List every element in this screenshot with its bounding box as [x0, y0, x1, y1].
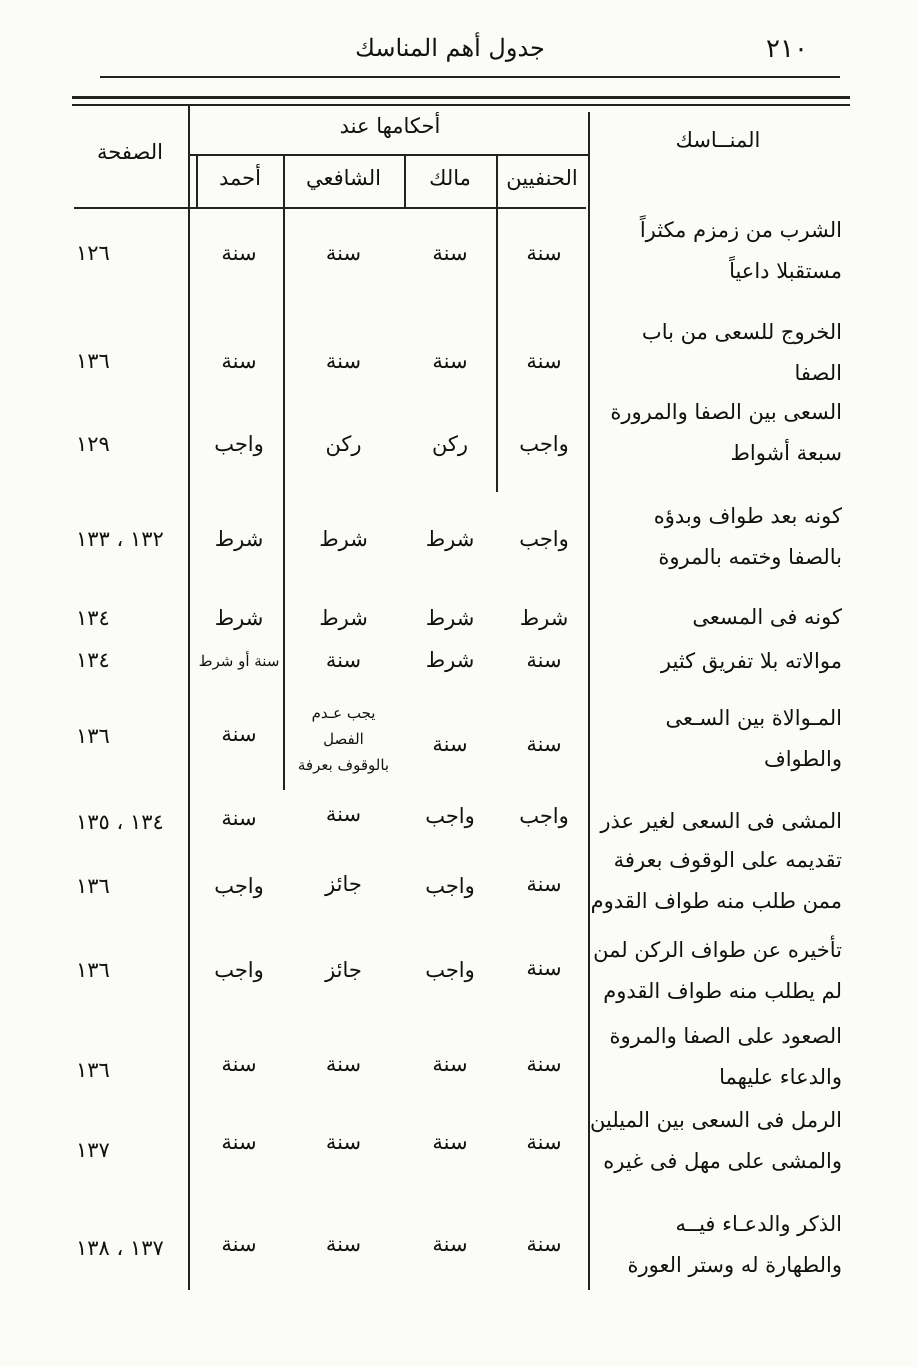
- rite-cell: الذكر والدعـاء فيــه والطهارة له وستر العورة: [627, 1212, 842, 1277]
- page-cell: ١٣٧ ، ١٣٨: [76, 1236, 164, 1260]
- maliki-cell: سنة: [432, 1232, 468, 1256]
- page-cell: ١٣٦: [76, 724, 110, 748]
- page-cell: ١٣٦: [76, 958, 110, 982]
- hanafi-cell: سنة: [526, 349, 562, 373]
- hanbali-cell: سنة: [221, 241, 257, 265]
- rite-cell: المشى فى السعى لغير عذر: [600, 809, 842, 833]
- hanbali-cell: واجب: [214, 958, 264, 982]
- page-cell: ١٣٧: [76, 1138, 110, 1162]
- hanbali-cell: واجب: [214, 432, 264, 456]
- hanbali-cell: سنة: [221, 722, 257, 746]
- shafii-cell: سنة: [325, 241, 362, 265]
- maliki-cell: شرط: [425, 648, 475, 672]
- maliki-cell: شرط: [425, 606, 475, 630]
- page-cell: ١٣٦: [76, 1058, 110, 1082]
- rite-cell: موالاته بلا تفريق كثير: [660, 649, 842, 673]
- hanbali-cell: سنة: [221, 806, 257, 830]
- hanafi-cell: سنة: [526, 872, 562, 896]
- maliki-cell: سنة: [432, 732, 468, 756]
- hanafi-cell: واجب: [519, 804, 569, 828]
- shafii-cell: سنة: [325, 802, 362, 826]
- page-cell: ١٣٦: [76, 874, 110, 898]
- page-cell: ١٣٤ ، ١٣٥: [76, 810, 164, 834]
- hanbali-cell: سنة: [221, 349, 257, 373]
- hanbali-cell: شرط: [214, 527, 264, 551]
- hanbali-cell: واجب: [214, 874, 264, 898]
- header-page: الصفحة: [97, 140, 163, 164]
- maliki-cell: واجب: [425, 874, 475, 898]
- hanafi-cell: سنة: [526, 1052, 562, 1076]
- hanafi-cell: سنة: [526, 241, 562, 265]
- rite-cell: كونه فى المسعى: [692, 605, 842, 629]
- header-rites: المنــاسك: [675, 128, 761, 152]
- rite-cell: كونه بعد طواف وبدؤه بالصفا وختمه بالمروة: [653, 504, 842, 569]
- rite-cell: المـوالاة بين السـعى والطواف: [665, 706, 842, 771]
- header-shafii: الشافعي: [305, 166, 382, 190]
- page-cell: ١٣٤: [76, 648, 110, 672]
- table-top-double-rule: [72, 96, 850, 106]
- header-maliki: مالك: [429, 166, 471, 190]
- header-hanafi: الحنفيين: [506, 166, 578, 190]
- rite-cell: الشرب من زمزم مكثراً مستقبلا داعياً: [639, 218, 842, 283]
- shafii-cell: شرط: [319, 606, 368, 630]
- page-cell: ١٢٩: [76, 432, 110, 456]
- rite-cell: الخروج للسعى من باب الصفا: [641, 320, 842, 385]
- hanafi-cell: سنة: [526, 648, 562, 672]
- hanafi-cell: سنة: [526, 732, 562, 756]
- shafii-cell: سنة: [325, 1130, 362, 1154]
- shafii-cell: سنة: [325, 1232, 362, 1256]
- maliki-cell: سنة: [432, 1052, 468, 1076]
- shafii-cell-line: يجب عـدم: [311, 704, 376, 722]
- hanafi-cell: واجب: [519, 527, 569, 551]
- header-rule: [100, 76, 840, 78]
- shafii-cell: جائز: [325, 872, 362, 896]
- rite-cell: تقديمه على الوقوف بعرفة ممن طلب منه طواف القدوم: [590, 848, 842, 913]
- shafii-cell: شرط: [319, 527, 368, 551]
- shafii-cell: سنة: [325, 349, 362, 373]
- rite-cell: تأخيره عن طواف الركن لمن لم يطلب منه طواف القدوم: [593, 938, 842, 1003]
- hanafi-cell: سنة: [526, 1130, 562, 1154]
- rite-cell: السعى بين الصفا والمرورة سبعة أشواط: [610, 400, 842, 465]
- shafii-cell: سنة: [325, 648, 362, 672]
- maliki-cell: سنة: [432, 349, 468, 373]
- maliki-cell: ركن: [431, 432, 469, 456]
- rite-cell: الرمل فى السعى بين الميلين والمشى على مهل فى غيره: [590, 1108, 842, 1173]
- header-rulings-group: أحكامها عند: [339, 114, 441, 138]
- maliki-cell: شرط: [425, 527, 475, 551]
- hanafi-cell: واجب: [519, 432, 569, 456]
- page-cell: ١٢٦: [76, 241, 110, 265]
- page-cell: ١٣٢ ، ١٣٣: [76, 527, 164, 551]
- page-cell: ١٣٤: [76, 606, 110, 630]
- hanbali-cell: سنة أو شرط: [198, 652, 280, 670]
- page-number: ٢١٠: [766, 34, 808, 64]
- running-title: جدول أهم المناسك: [355, 34, 545, 62]
- header-hanbali: أحمد: [219, 166, 261, 190]
- shafii-cell-line: الفصل: [323, 730, 364, 748]
- shafii-cell: [285, 700, 402, 778]
- maliki-cell: واجب: [425, 958, 475, 982]
- shafii-cell: سنة: [325, 1052, 362, 1076]
- page-cell: ١٣٦: [76, 349, 110, 373]
- maliki-cell: سنة: [432, 1130, 468, 1154]
- shafii-cell: جائز: [325, 958, 362, 982]
- hanbali-cell: سنة: [221, 1052, 257, 1076]
- header-bottom-rule: [74, 207, 586, 209]
- hanbali-cell: سنة: [221, 1232, 257, 1256]
- page-column-divider: [188, 106, 190, 1290]
- hanafi-cell: سنة: [526, 1232, 562, 1256]
- rulings-group-underline: [190, 154, 588, 156]
- maliki-cell: واجب: [425, 804, 475, 828]
- shafii-cell-line: بالوقوف بعرفة: [297, 756, 390, 774]
- hanbali-cell: شرط: [214, 606, 264, 630]
- maliki-cell: سنة: [432, 241, 468, 265]
- rite-cell: الصعود على الصفا والمروة والدعاء عليهما: [609, 1024, 842, 1089]
- hanbali-cell: سنة: [221, 1130, 257, 1154]
- hanafi-cell: شرط: [519, 606, 569, 630]
- shafii-cell: ركن: [325, 432, 362, 456]
- hanafi-cell: سنة: [526, 956, 562, 980]
